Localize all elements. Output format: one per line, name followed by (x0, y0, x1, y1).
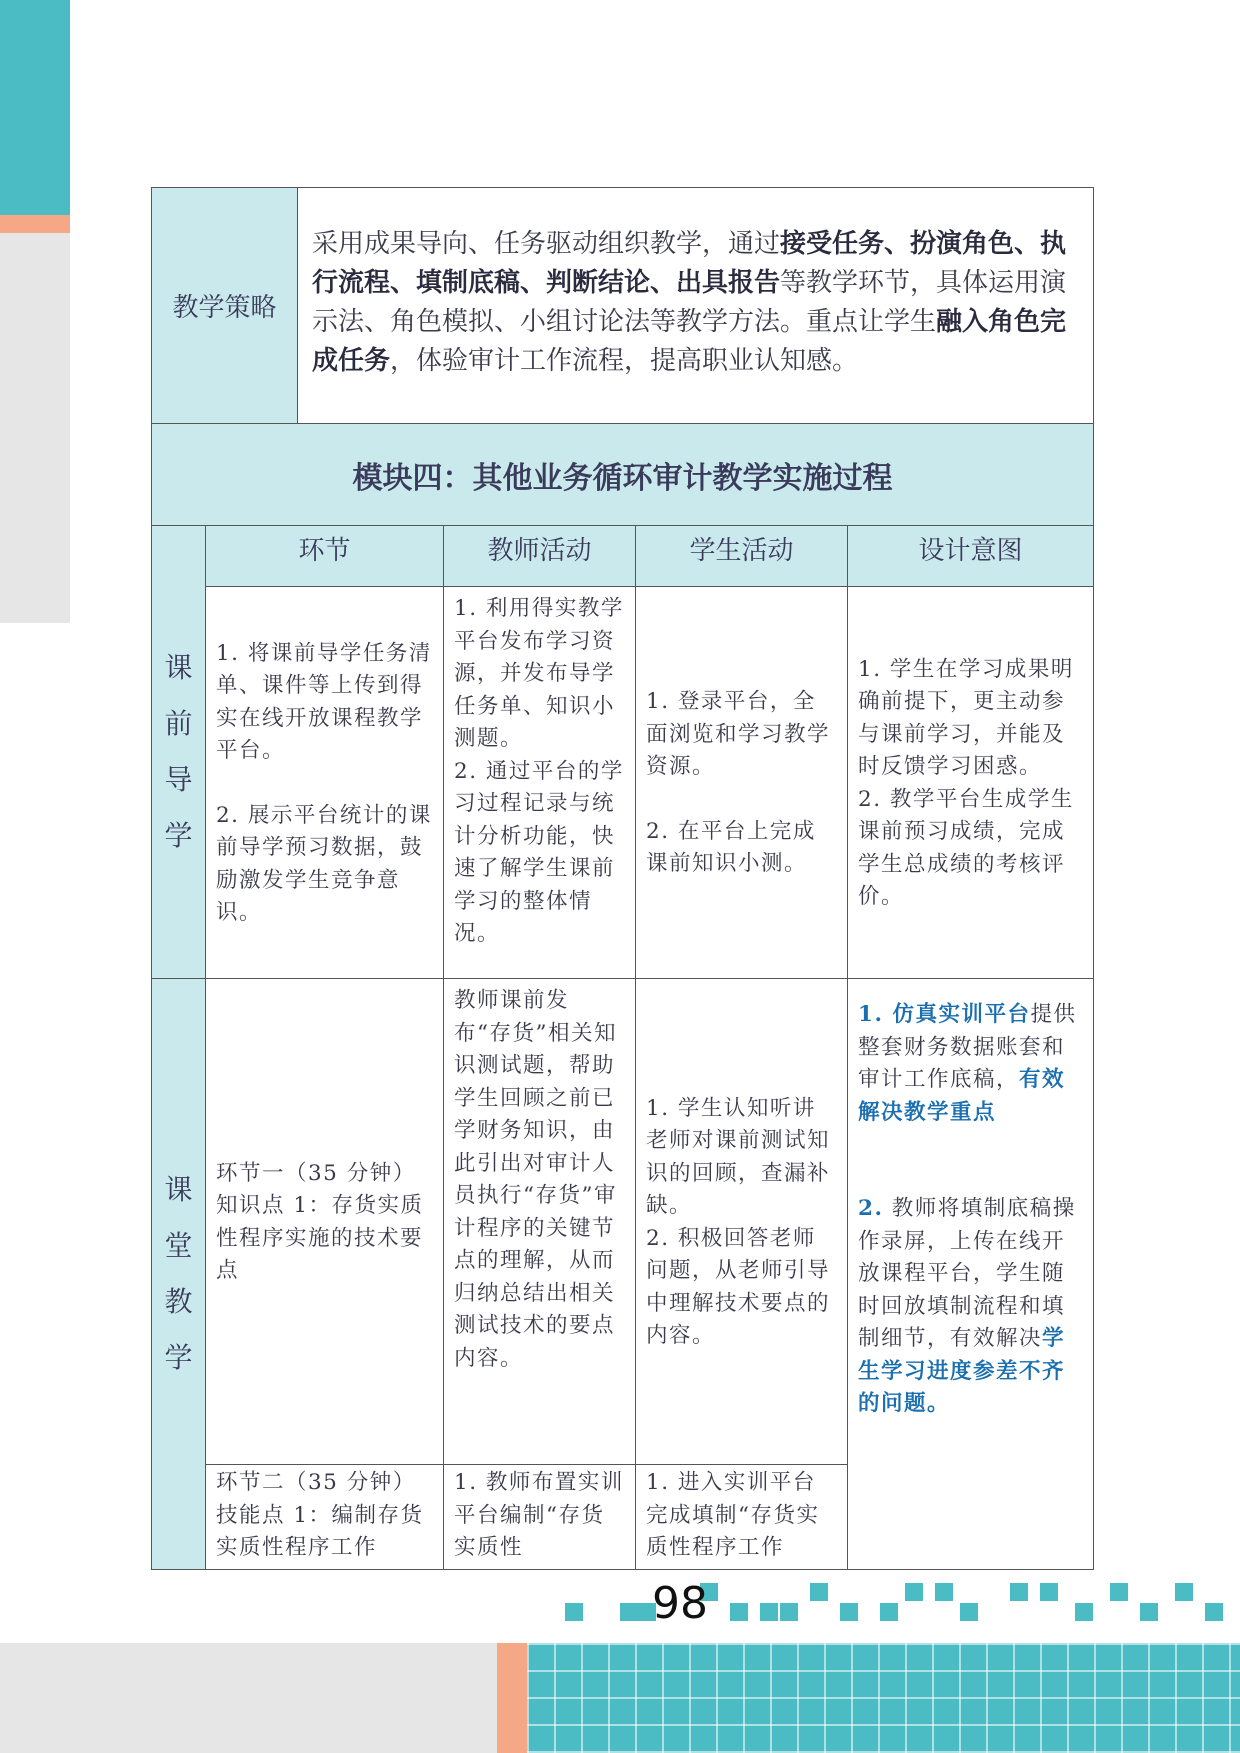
pixel-decoration (880, 1603, 898, 1621)
pixel-decoration (1175, 1583, 1193, 1601)
header-teacher: 教师活动 (444, 526, 636, 587)
strategy-segment: 等教学环节，具体运用演示法、角色模拟、小组讨论法等教学方法。重点让学生 (312, 267, 1067, 337)
strategy-segment-bold: 融入角色完成任务 (312, 306, 1067, 376)
classroom-design-p1 (858, 999, 1083, 1129)
classroom-student-2: 1. 进入实训平台完成填制“存货实质性程序工作 (636, 1465, 848, 1570)
preclass-label-char: 前 (164, 707, 193, 740)
page-number: 98 (652, 1578, 708, 1629)
pixel-decoration (1140, 1603, 1158, 1621)
preclass-student (636, 587, 848, 979)
preclass-design (848, 587, 1094, 979)
classroom-student-1 (636, 979, 848, 1465)
classroom-stage-1: 环节一（35 分钟）知识点 1：存货实质性程序实施的技术要点 (206, 979, 444, 1465)
classroom-teacher-2: 1. 教师布置实训平台编制“存货实质性 (444, 1465, 636, 1570)
strategy-segment: ，体验审计工作流程，提高职业认知感。 (390, 345, 859, 376)
bottom-grid-pattern (527, 1643, 1240, 1753)
bottom-peach-band (497, 1643, 527, 1753)
classroom-design (848, 979, 1094, 1570)
pixel-decoration (1075, 1603, 1093, 1621)
design-highlight: 1. 仿真实训平台 (858, 1002, 1031, 1027)
module-title-row (152, 424, 1094, 526)
preclass-stage-item: 1. 将课前导学任务清单、课件等上传到得实在线开放课程教学平台。 (216, 640, 432, 763)
preclass-student-item: 2. 在平台上完成课前知识小测。 (646, 818, 816, 877)
pixel-decoration (840, 1603, 858, 1621)
classroom-row-1 (152, 979, 1094, 1465)
preclass-label-char: 学 (164, 819, 193, 852)
classroom-label-char: 学 (164, 1340, 193, 1374)
design-highlight: 学生学习进度参差不齐的问题。 (858, 1326, 1066, 1416)
pixel-decoration (1040, 1583, 1058, 1601)
strategy-segment: 采用成果导向、任务驱动组织教学，通过 (312, 228, 781, 259)
design-text: 教师将填制底稿操作录屏，上传在线开放课程平台，学生随时回放填制流程和填制细节，有效解决 (858, 1196, 1076, 1351)
pixel-decoration (810, 1583, 828, 1601)
strategy-row (152, 188, 1094, 424)
preclass-row (152, 587, 1094, 979)
side-teal-bar (0, 0, 70, 215)
header-student: 学生活动 (636, 526, 848, 587)
classroom-label-char: 课 (164, 1172, 193, 1206)
pixel-decoration (1010, 1583, 1028, 1601)
header-stage: 环节 (206, 526, 444, 587)
classroom-design-p2 (858, 1193, 1083, 1421)
design-highlight: 有效解决教学重点 (858, 1067, 1066, 1125)
preclass-design-item: 1. 学生在学习成果明确前提下，更主动参与课前学习，并能及时反馈学习困惑。 (858, 656, 1074, 779)
side-grey-bar (0, 233, 70, 623)
pixel-decoration (1205, 1603, 1223, 1621)
pixel-decoration (905, 1583, 923, 1601)
classroom-label-char: 堂 (164, 1228, 193, 1262)
classroom-student-item: 2. 积极回答老师问题，从老师引导中理解技术要点的内容。 (646, 1225, 831, 1348)
classroom-label-char: 教 (164, 1284, 193, 1318)
preclass-stage (206, 587, 444, 979)
classroom-student-item: 1. 学生认知听讲老师对课前测试知识的回顾，查漏补缺。 (646, 1095, 831, 1218)
teaching-plan-table (151, 187, 1094, 1570)
preclass-teacher-item: 2. 通过平台的学习过程记录与统计分析功能，快速了解学生课前学习的整体情况。 (454, 758, 624, 946)
pixel-decoration (935, 1583, 953, 1601)
module-title: 模块四：其他业务循环审计教学实施过程 (152, 424, 1094, 526)
preclass-label-char: 课 (164, 651, 193, 684)
design-highlight: 2. (858, 1196, 884, 1221)
preclass-label (152, 526, 206, 979)
strategy-text (298, 188, 1094, 424)
strategy-label: 教学策略 (152, 188, 298, 424)
classroom-label (152, 979, 206, 1570)
classroom-stage-2: 环节二（35 分钟）技能点 1：编制存货实质性程序工作 (206, 1465, 444, 1570)
preclass-stage-item: 2. 展示平台统计的课前导学预习数据，鼓励激发学生竞争意识。 (216, 802, 432, 925)
pixel-decoration (960, 1603, 978, 1621)
pixel-decoration (1110, 1583, 1128, 1601)
header-row (152, 526, 1094, 587)
strategy-segment-bold: 接受任务、扮演角色、执行流程、填制底稿、判断结论、出具报告 (312, 228, 1067, 298)
side-peach-bar (0, 215, 70, 233)
classroom-teacher-1: 教师课前发布“存货”相关知识测试题，帮助学生回顾之前已学财务知识，由此引出对审计人员执行“存货”审计程序的关键节点的理解，从而归纳总结出相关测试技术的要点内容。 (444, 979, 636, 1465)
preclass-teacher-item: 1. 利用得实教学平台发布学习资源，并发布导学任务单、知识小测题。 (454, 596, 624, 751)
header-design: 设计意图 (848, 526, 1094, 587)
design-text: 提供整套财务数据账套和审计工作底稿， (858, 1002, 1077, 1092)
preclass-teacher (444, 587, 636, 979)
preclass-student-item: 1. 登录平台，全面浏览和学习教学资源。 (646, 689, 831, 780)
preclass-label-char: 导 (164, 763, 193, 796)
preclass-design-item: 2. 教学平台生成学生课前预习成绩，完成学生总成绩的考核评价。 (858, 786, 1074, 909)
bottom-grey-band (0, 1643, 500, 1753)
